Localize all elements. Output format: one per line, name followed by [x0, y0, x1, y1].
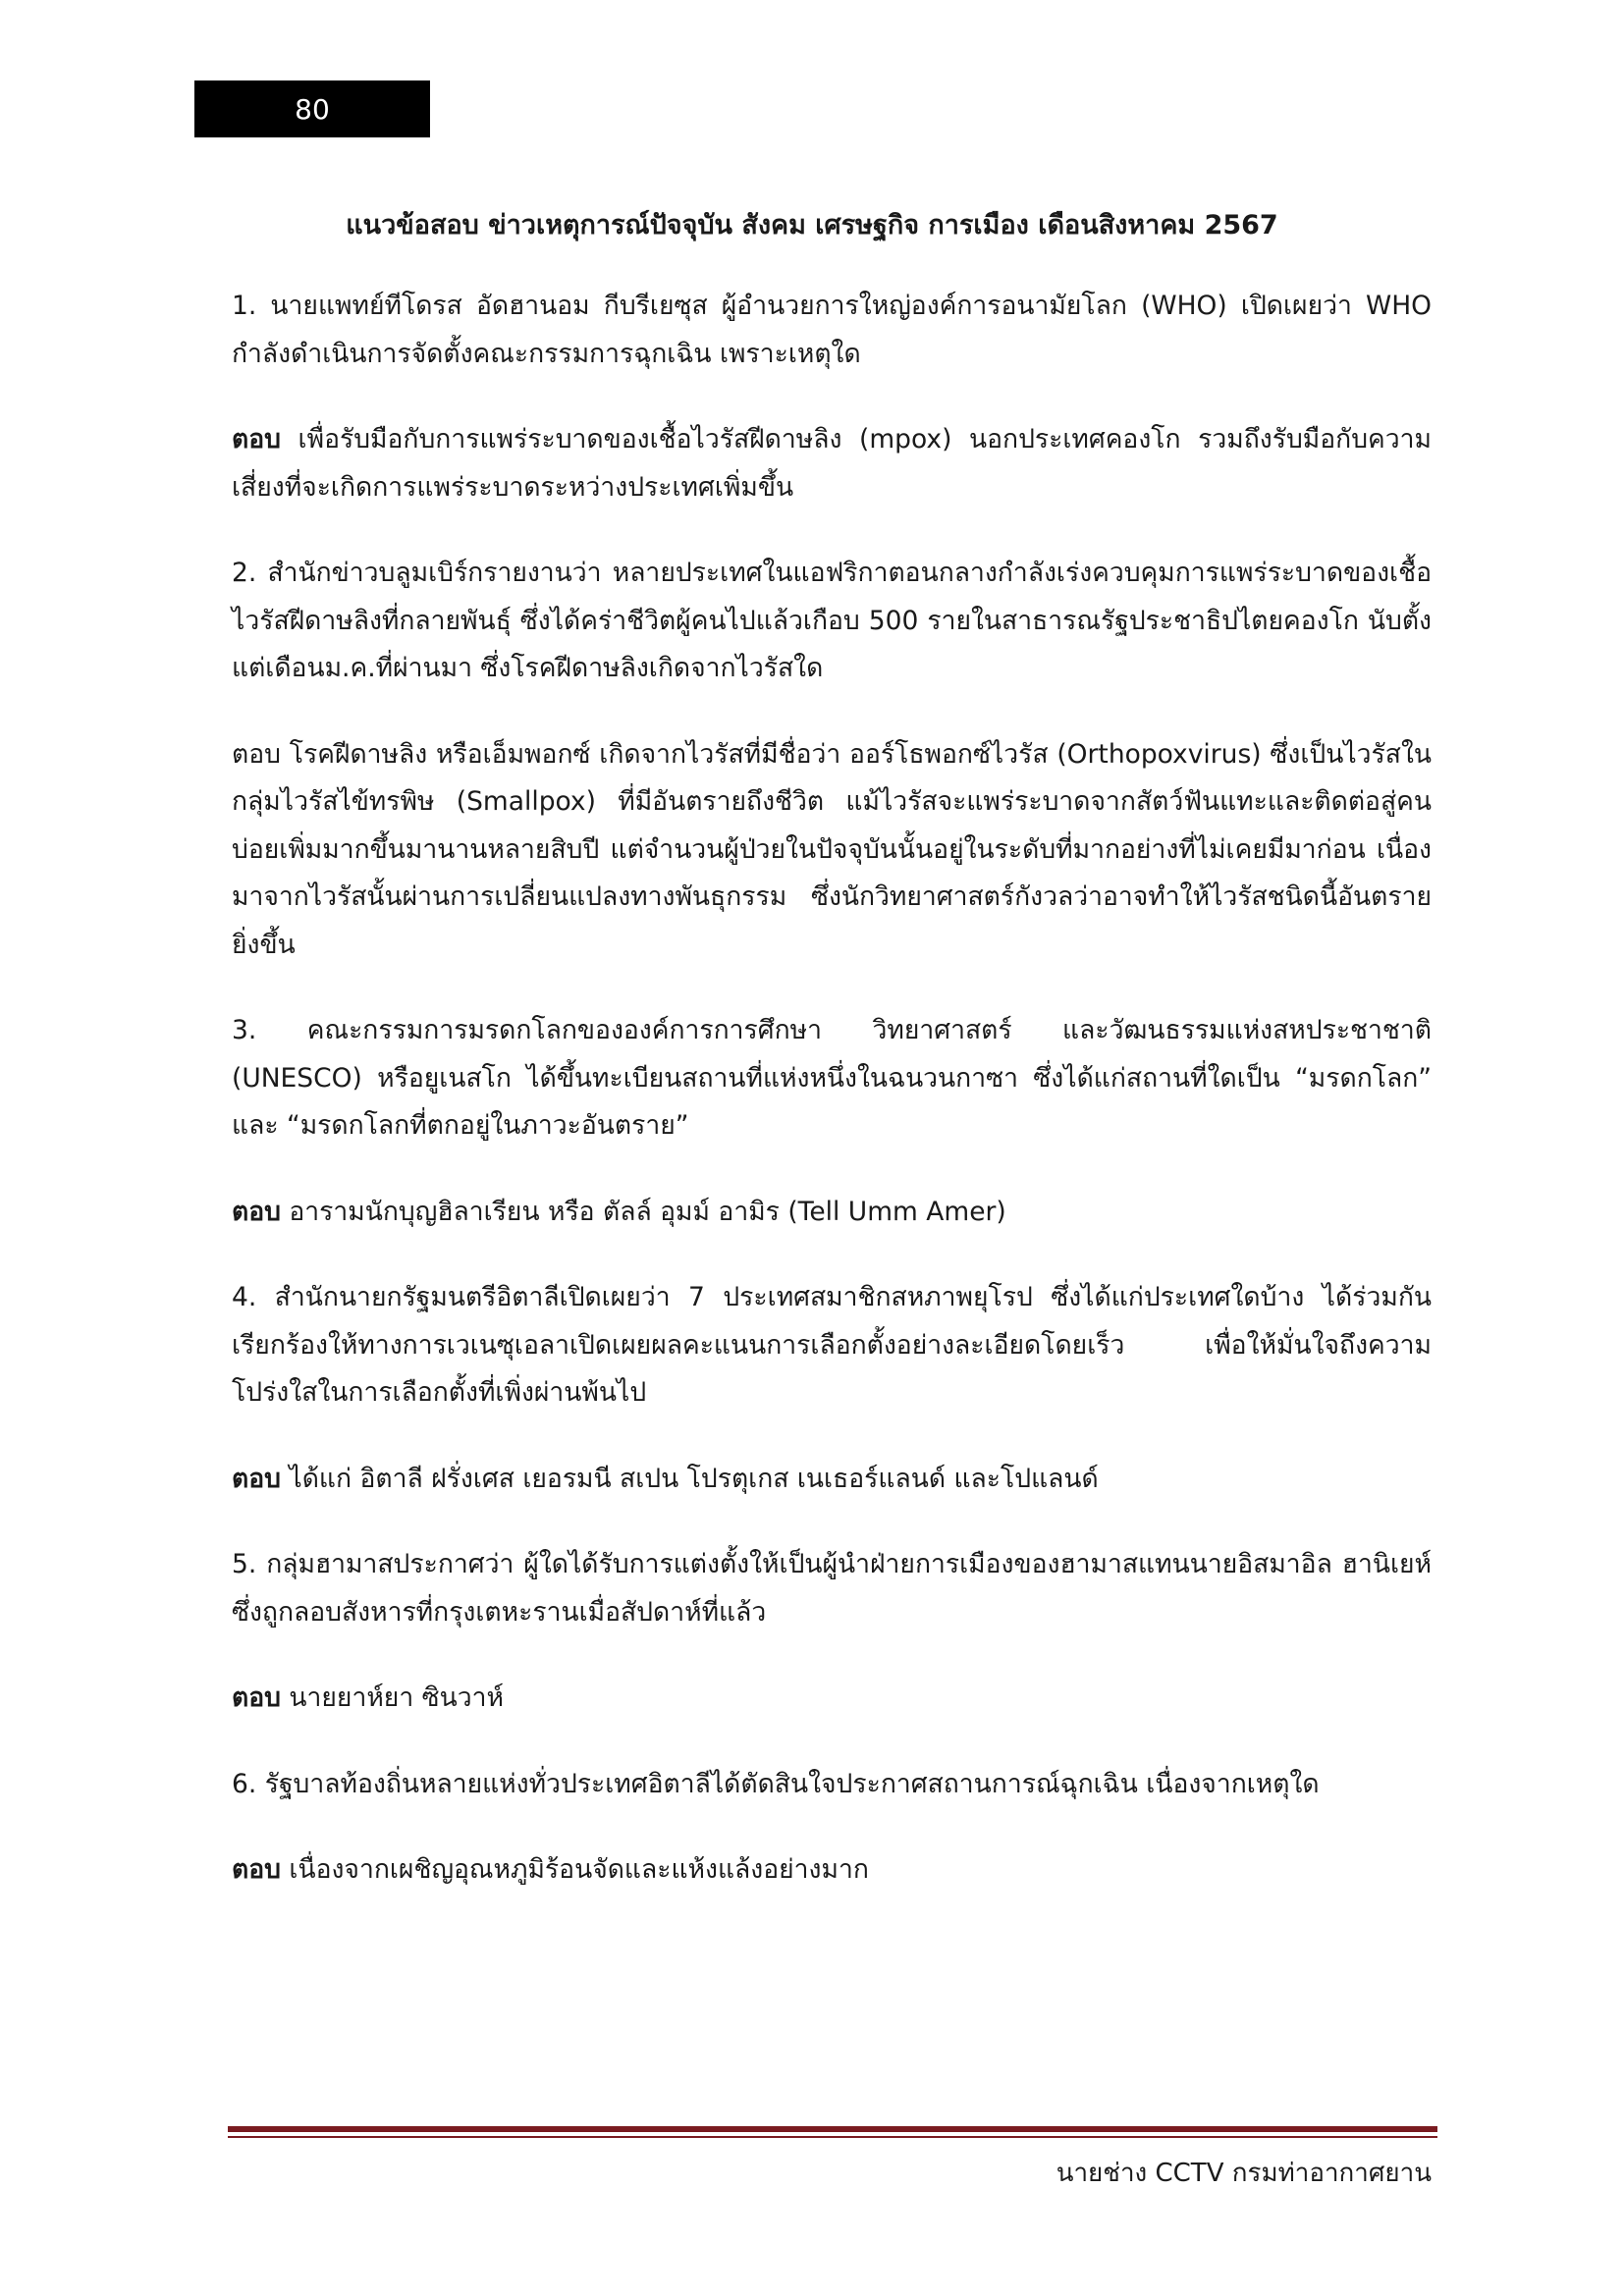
answer-text: ได้แก่ อิตาลี ฝรั่งเศส เยอรมนี สเปน โปรตุเกส เนเธอร์แลนด์ และโปแลนด์	[289, 1463, 1099, 1494]
answer-2: ตอบ โรคฝีดาษลิง หรือเอ็มพอกซ์ เกิดจากไวรัสที่มีชื่อว่า ออร์โธพอกซ์ไวรัส (Orthopoxvirus) ซึ่งเป็นไวรัสในกลุ่มไวรัสไข้ทรพิษ (Smallpox) ที่มีอันตรายถึงชีวิต แม้ไวรัสจะแพร่ระบาดจากสัตว์ฟันแทะและติดต่อสู่คนบ่อยเพิ่มมากขึ้นมานานหลายสิบปี แต่จำนวนผู้ป่วยในปัจจุบันนั้นอยู่ในระดับที่มากอย่างที่ไม่เคยมีมาก่อน เนื่องมาจากไวรัสนั้นผ่านการเปลี่ยนแปลงทางพันธุกรรม ซึ่งนักวิทยาศาสตร์กังวลว่าอาจทำให้ไวรัสชนิดนี้อันตรายยิ่งขึ้น	[232, 738, 1432, 960]
document-body	[232, 283, 1432, 1933]
answer-label: ตอบ	[232, 1196, 281, 1227]
answer-text: เนื่องจากเผชิญอุณหภูมิร้อนจัดและแห้งแล้งอย่างมาก	[289, 1854, 869, 1885]
answer-6	[232, 1846, 1432, 1895]
answer-text: เพื่อรับมือกับการแพร่ระบาดของเชื้อไวรัสฝีดาษลิง (mpox) นอกประเทศคองโก รวมถึงรับมือกับความเสี่ยงที่จะเกิดการแพร่ระบาดระหว่างประเทศเพิ่มขึ้น	[232, 424, 1432, 503]
answer-label: ตอบ	[232, 1854, 281, 1885]
page-title: แนวข้อสอบ ข่าวเหตุการณ์ปัจจุบัน สังคม เศรษฐกิจ การเมือง เดือนสิงหาคม 2567	[346, 210, 1278, 240]
page-number: 80	[194, 80, 430, 137]
answer-text: อารามนักบุญฮิลาเรียน หรือ ตัลล์ อุมม์ อามิร (Tell Umm Amer)	[289, 1196, 1006, 1227]
footer-divider-thin	[228, 2136, 1437, 2138]
answer-text: นายยาห์ยา ซินวาห์	[289, 1682, 504, 1713]
answer-4	[232, 1456, 1432, 1504]
footer-text: นายช่าง CCTV กรมท่าอากาศยาน	[1056, 2159, 1432, 2188]
answer-5	[232, 1675, 1432, 1723]
question-1: 1. นายแพทย์ทีโดรส อัดฮานอม กีบรีเยซุส ผู้อำนวยการใหญ่องค์การอนามัยโลก (WHO) เปิดเผยว่า WHO กำลังดำเนินการจัดตั้งคณะกรรมการฉุกเฉิน เพราะเหตุใด	[232, 291, 1432, 369]
answer-label: ตอบ	[232, 1682, 281, 1713]
answer-3	[232, 1189, 1432, 1237]
question-6: 6. รัฐบาลท้องถิ่นหลายแห่งทั่วประเทศอิตาลีได้ตัดสินใจประกาศสถานการณ์ฉุกเฉิน เนื่องจากเหตุใด	[232, 1768, 1320, 1799]
answer-label: ตอบ	[232, 1463, 281, 1494]
answer-label: ตอบ	[232, 424, 281, 454]
footer-divider	[228, 2126, 1437, 2132]
question-4: 4. สำนักนายกรัฐมนตรีอิตาลีเปิดเผยว่า 7 ประเทศสมาชิกสหภาพยุโรป ซึ่งได้แก่ประเทศใดบ้าง ได้ร่วมกันเรียกร้องให้ทางการเวเนซุเอลาเปิดเผยผลคะแนนการเลือกตั้งอย่างละเอียดโดยเร็ว เพื่อให้มั่นใจถึงความโปร่งใสในการเลือกตั้งที่เพิ่งผ่านพ้นไป	[232, 1282, 1432, 1408]
question-5: 5. กลุ่มฮามาสประกาศว่า ผู้ใดได้รับการแต่งตั้งให้เป็นผู้นำฝ่ายการเมืองของฮามาสแทนนายอิสมาอิล ฮานิเยห์ ซึ่งถูกลอบสังหารที่กรุงเตหะรานเมื่อสัปดาห์ที่แล้ว	[232, 1549, 1432, 1628]
answer-1	[232, 416, 1432, 511]
question-3: 3. คณะกรรมการมรดกโลกขององค์การการศึกษา วิทยาศาสตร์ และวัฒนธรรมแห่งสหประชาชาติ (UNESCO) หรือยูเนสโก ได้ขึ้นทะเบียนสถานที่แห่งหนึ่งในฉนวนกาซา ซึ่งได้แก่สถานที่ใดเป็น “มรดกโลก” และ “มรดกโลกที่ตกอยู่ในภาวะอันตราย”	[232, 1015, 1432, 1141]
question-2: 2. สำนักข่าวบลูมเบิร์กรายงานว่า หลายประเทศในแอฟริกาตอนกลางกำลังเร่งควบคุมการแพร่ระบาดของเชื้อไวรัสฝีดาษลิงที่กลายพันธุ์ ซึ่งได้คร่าชีวิตผู้คนไปแล้วเกือบ 500 รายในสาธารณรัฐประชาธิปไตยคองโก นับตั้งแต่เดือนม.ค.ที่ผ่านมา ซึ่งโรคฝีดาษลิงเกิดจากไวรัสใด	[232, 558, 1432, 683]
